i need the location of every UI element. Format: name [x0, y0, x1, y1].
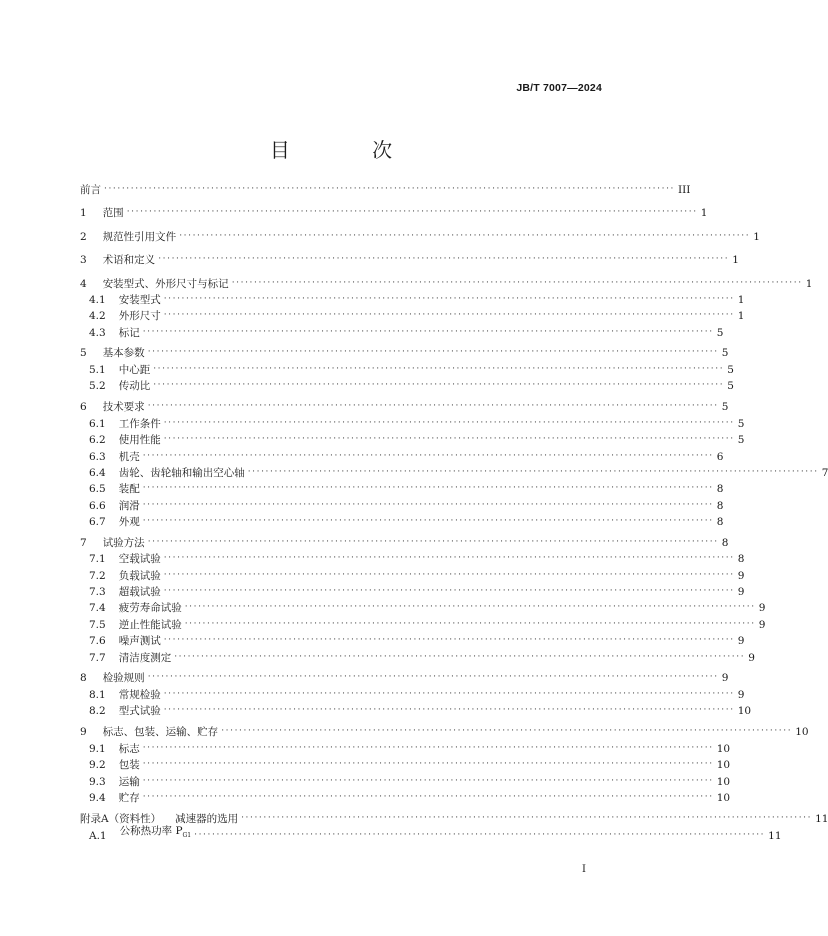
toc-entry-title-text: 减速器的选用 — [175, 813, 239, 825]
toc-entry-title-text: 超载试验 — [118, 586, 161, 598]
toc-entry-title — [119, 688, 161, 702]
toc-entry[interactable] — [80, 204, 708, 220]
toc-entry-page: 9 — [737, 635, 745, 647]
toc-entry-title-text: 中心距 — [118, 364, 151, 376]
toc-entry-page: 8 — [737, 553, 745, 565]
toc-entry-title — [103, 400, 145, 414]
toc-entry-title — [119, 585, 161, 599]
toc-entry-number: 7.4 — [89, 602, 106, 614]
toc-entry-title-text: 术语和定义 — [102, 254, 156, 266]
toc-entry-page: 9 — [748, 652, 755, 664]
toc-entry[interactable] — [89, 824, 782, 843]
toc-leader-dots: ································································································································ — [221, 726, 793, 736]
toc-entry-number: 6.2 — [89, 434, 106, 446]
toc-entry-number: 9.4 — [89, 792, 106, 804]
toc-leader-dots: ································································································································ — [158, 254, 730, 264]
toc-leader-dots: ································································································································ — [142, 743, 714, 753]
toc-entry-title — [119, 552, 161, 566]
toc-entry-title — [119, 515, 140, 529]
toc-entry-title — [119, 618, 182, 632]
toc-entry[interactable] — [89, 497, 724, 513]
toc-entry-title-text: 逆止性能试验 — [118, 619, 182, 631]
toc-leader-dots: ································································································································ — [142, 776, 714, 786]
toc-entry-page: 10 — [795, 726, 809, 738]
toc-entry-page: 5 — [727, 380, 734, 392]
toc-entry-title-text: 噪声测试 — [118, 635, 161, 647]
toc-entry[interactable] — [80, 669, 729, 685]
toc-entry[interactable] — [89, 756, 731, 772]
toc-entry-page: 8 — [721, 537, 729, 549]
toc-entry-title — [119, 293, 161, 307]
toc-entry[interactable] — [89, 616, 766, 632]
toc-entry-page: 1 — [732, 254, 739, 266]
toc-entry-page: 8 — [716, 500, 724, 512]
toc-leader-dots: ································································································································ — [142, 483, 714, 493]
toc-entry-title — [119, 569, 161, 583]
toc-entry-title — [119, 450, 140, 464]
toc-entry-page: 10 — [716, 776, 731, 788]
toc-entry-title-text: 型式试验 — [118, 705, 161, 717]
toc-entry-number: 7.6 — [89, 635, 106, 647]
toc-entry-title-text: 清洁度测定 — [118, 652, 172, 664]
toc-entry-page: 8 — [716, 483, 724, 495]
toc-entry-number: 6.4 — [89, 467, 106, 479]
toc-entry-title — [119, 499, 140, 513]
toc-entry-title-text: 安装型式、外形尺寸与标记 — [102, 278, 229, 290]
toc-leader-dots: ································································································································ — [163, 310, 735, 320]
toc-entry-number: 6.5 — [89, 483, 106, 495]
toc-entry[interactable] — [89, 550, 745, 566]
toc-entry-page: 9 — [737, 586, 745, 598]
toc-entry[interactable] — [89, 599, 766, 615]
toc-entry-number: 4 — [80, 278, 87, 290]
toc-entry-title — [119, 651, 172, 665]
toc-entry-number: 7.3 — [89, 586, 106, 598]
toc-entry-page: 5 — [716, 327, 724, 339]
toc-entry-page: 1 — [753, 231, 760, 243]
toc-entry-page: 10 — [737, 705, 752, 717]
toc-entry[interactable] — [89, 464, 828, 480]
toc-entry-title — [103, 230, 177, 244]
toc-entry-page: 1 — [700, 207, 708, 219]
toc-entry-page: 1 — [737, 310, 745, 322]
toc-entry-title-text: 贮存 — [118, 792, 140, 804]
toc-entry-title — [119, 704, 161, 718]
toc-leader-dots: ································································································································ — [153, 380, 725, 390]
toc-entry-title-text: 疲劳寿命试验 — [118, 602, 182, 614]
toc-entry-number: 9 — [80, 726, 87, 738]
toc-entry-title — [119, 482, 140, 496]
toc-entry-page: 5 — [727, 364, 734, 376]
toc-leader-dots: ································································································································ — [163, 635, 735, 645]
toc-leader-dots: ································································································································ — [104, 184, 675, 194]
toc-entry-number: 5.2 — [89, 380, 106, 392]
toc-entry[interactable] — [89, 789, 731, 805]
toc-entry-number: 7.7 — [89, 652, 106, 664]
toc-entry-title — [103, 346, 145, 360]
toc-entry-page: 5 — [737, 418, 745, 430]
toc-entry[interactable] — [89, 480, 724, 496]
toc-entry-title — [119, 791, 140, 805]
toc-entry-page: 9 — [758, 619, 766, 631]
toc-entry-title-text: 试验方法 — [102, 537, 145, 549]
toc-entry-number: 附录A（资料性） — [80, 813, 162, 825]
toc-leader-dots: ································································································································ — [142, 759, 714, 769]
toc-leader-dots: ································································································································ — [147, 537, 719, 547]
toc-leader-dots: ································································································································ — [163, 586, 735, 596]
toc-entry[interactable] — [89, 431, 745, 447]
toc-entry-title-text: 润滑 — [118, 500, 140, 512]
toc-leader-dots: ································································································································ — [163, 294, 735, 304]
toc-entry[interactable] — [89, 740, 731, 756]
toc-entry[interactable] — [89, 415, 745, 431]
toc-leader-dots: ································································································································ — [142, 451, 714, 461]
toc-entry-number: 8.1 — [89, 689, 106, 701]
toc-entry[interactable] — [80, 723, 809, 739]
toc-entry-title — [80, 183, 101, 197]
toc-entry-page: III — [678, 184, 691, 196]
toc-entry-title — [119, 326, 140, 340]
toc-entry-title — [103, 253, 156, 267]
toc-entry[interactable] — [80, 344, 729, 360]
toc-entry-number: 6.3 — [89, 451, 106, 463]
toc-leader-dots: ································································································································ — [147, 401, 719, 411]
toc-entry-page: 9 — [721, 672, 729, 684]
footer-page-number: I — [582, 864, 586, 875]
toc-entry-number: 6 — [80, 401, 87, 413]
toc-entry-title-text: 使用性能 — [118, 434, 161, 446]
toc-entry-number: 7.2 — [89, 570, 106, 582]
toc-leader-dots: ································································································································ — [163, 705, 735, 715]
toc-entry[interactable] — [89, 513, 724, 529]
toc-entry[interactable] — [89, 324, 724, 340]
toc-leader-dots: ································································································································ — [163, 553, 735, 563]
toc-entry-page: 11 — [768, 830, 782, 842]
toc-entry[interactable] — [80, 181, 691, 197]
toc-entry-page: 8 — [716, 516, 724, 528]
toc-entry-page: 5 — [737, 434, 745, 446]
toc-entry[interactable] — [80, 398, 729, 414]
toc-leader-dots: ································································································································ — [179, 231, 751, 241]
toc-entry-title-text: 机壳 — [118, 451, 140, 463]
toc-entry-page: 9 — [758, 602, 766, 614]
toc-entry-page: 5 — [721, 347, 729, 359]
toc-entry-title — [119, 309, 161, 323]
toc-leader-dots: ································································································································ — [163, 689, 735, 699]
toc-leader-dots: ································································································································ — [184, 602, 756, 612]
toc-entry-number: 2 — [80, 231, 87, 243]
toc-entry-title-subscript: G1 — [182, 832, 192, 839]
toc-entry-title-text: 标记 — [118, 327, 140, 339]
toc-entry-page: 5 — [721, 401, 729, 413]
toc-entry-number: 9.3 — [89, 776, 106, 788]
toc-entry-number: 4.3 — [89, 327, 106, 339]
toc-entry-title — [119, 363, 151, 377]
toc-entry-number: 5 — [80, 347, 87, 359]
toc-leader-dots: ································································································································ — [147, 347, 719, 357]
toc-entry-title-text: 空载试验 — [118, 553, 161, 565]
toc-leader-dots: ································································································································ — [163, 418, 735, 428]
toc-entry[interactable] — [89, 361, 734, 377]
toc-entry-title — [119, 379, 151, 393]
toc-entry[interactable] — [89, 291, 745, 307]
toc-leader-dots: ································································································································ — [153, 364, 725, 374]
toc-entry-number: 5.1 — [89, 364, 106, 376]
toc-entry-page: 9 — [737, 570, 745, 582]
toc-entry-title-text: 基本参数 — [102, 347, 145, 359]
toc-entry-number: A.1 — [89, 830, 107, 842]
toc-entry[interactable] — [89, 377, 734, 393]
toc-entry-number: 8.2 — [89, 705, 106, 717]
toc-leader-dots: ································································································································ — [174, 652, 746, 662]
toc-entry-number: 8 — [80, 672, 87, 684]
toc-entry-page: 9 — [737, 689, 745, 701]
toc-entry-title-text: 传动比 — [118, 380, 151, 392]
toc-entry-number: 7 — [80, 537, 87, 549]
toc-entry-number: 1 — [80, 207, 87, 219]
toc-leader-dots: ································································································································ — [247, 467, 819, 477]
toc-entry-page: 10 — [716, 743, 731, 755]
toc-entry[interactable] — [80, 251, 739, 267]
document-header-code: JB/T 7007—2024 — [516, 82, 602, 94]
toc-leader-dots: ································································································································ — [142, 500, 714, 510]
toc-entry-page: 1 — [737, 294, 745, 306]
toc-entry-number: 9.1 — [89, 743, 106, 755]
toc-entry-title — [119, 758, 140, 772]
toc-entry-title-text: 规范性引用文件 — [102, 231, 177, 243]
toc-entry[interactable] — [89, 773, 731, 789]
toc-entry-number: 4.1 — [89, 294, 106, 306]
toc-leader-dots: ································································································································ — [142, 516, 714, 526]
toc-entry-title — [103, 536, 145, 550]
toc-leader-dots: ································································································································ — [142, 327, 714, 337]
toc-entry-number: 3 — [80, 254, 87, 266]
toc-entry[interactable] — [89, 702, 752, 718]
toc-entry-title-text: 标志、包装、运输、贮存 — [102, 726, 219, 738]
toc-entry-title — [103, 671, 145, 685]
toc-entry-title-text: 技术要求 — [102, 401, 145, 413]
toc-entry[interactable] — [89, 307, 745, 323]
toc-entry-number: 7.1 — [89, 553, 106, 565]
toc-entry[interactable] — [89, 583, 745, 599]
toc-entry-title — [119, 775, 140, 789]
toc-entry-title — [103, 277, 229, 291]
toc-entry-title-text: 常规检验 — [118, 689, 161, 701]
toc-leader-dots: ································································································································ — [147, 672, 719, 682]
toc-entry-title — [119, 417, 161, 431]
toc-entry-title-text: 包装 — [118, 759, 140, 771]
toc-entry[interactable] — [89, 686, 745, 702]
toc-entry-title — [119, 634, 161, 648]
toc-leader-dots: ································································································································ — [184, 619, 756, 629]
toc-entry-title-text: 齿轮、齿轮轴和输出空心轴 — [118, 467, 245, 479]
toc-entry[interactable] — [89, 448, 724, 464]
toc-leader-dots: ································································································································ — [142, 792, 714, 802]
toc-entry-title — [119, 601, 182, 615]
toc-entry[interactable] — [80, 275, 813, 291]
toc-entry-title — [103, 206, 124, 220]
toc-leader-dots: ································································································································ — [231, 278, 803, 288]
toc-entry-page: 6 — [716, 451, 724, 463]
toc-entry-title-text: 工作条件 — [118, 418, 161, 430]
toc-entry-number: 4.2 — [89, 310, 106, 322]
toc-entry-title-text: 范围 — [102, 207, 124, 219]
toc-entry-number: 9.2 — [89, 759, 106, 771]
toc-leader-dots: ································································································································ — [126, 207, 698, 217]
toc-entry-title — [119, 742, 140, 756]
toc-entry-title — [119, 466, 245, 480]
toc-leader-dots: ································································································································ — [194, 830, 766, 840]
toc-entry[interactable] — [80, 534, 729, 550]
toc-entry-title — [120, 824, 192, 843]
toc-entry-title — [119, 433, 161, 447]
toc-entry-title-text: 负载试验 — [118, 570, 161, 582]
toc-entry-page: 11 — [815, 813, 828, 825]
toc-entry-title-text: 公称热功率 P — [119, 824, 183, 837]
toc-entry-title-text: 前言 — [80, 184, 101, 196]
toc-entry-number: 6.1 — [89, 418, 106, 430]
toc-entry-title-text: 安装型式 — [118, 294, 161, 306]
toc-entry-title-text: 运输 — [118, 776, 140, 788]
toc-entry[interactable] — [89, 632, 745, 648]
toc-entry-title — [103, 725, 219, 739]
toc-entry[interactable] — [89, 649, 755, 665]
toc-leader-dots: ································································································································ — [163, 434, 735, 444]
toc-entry-page: 7 — [821, 467, 828, 479]
toc-entry-page: 1 — [805, 278, 813, 290]
toc-entry-number: 7.5 — [89, 619, 106, 631]
toc-leader-dots: ································································································································ — [241, 813, 813, 823]
toc-entry-title-text: 外形尺寸 — [118, 310, 161, 322]
toc-entry-title-text: 检验规则 — [102, 672, 145, 684]
page-title: 目 次 — [269, 138, 431, 162]
toc-entry-number: 6.6 — [89, 500, 106, 512]
toc-entry-title-text: 标志 — [118, 743, 140, 755]
toc-entry-title-text: 装配 — [118, 483, 140, 495]
toc-entry[interactable] — [89, 567, 745, 583]
toc-entry-page: 10 — [716, 792, 731, 804]
toc-entry[interactable] — [80, 228, 760, 244]
toc-entry-number: 6.7 — [89, 516, 106, 528]
toc-leader-dots: ································································································································ — [163, 570, 735, 580]
toc-entry-page: 10 — [716, 759, 731, 771]
toc-entry-title-text: 外观 — [118, 516, 140, 528]
